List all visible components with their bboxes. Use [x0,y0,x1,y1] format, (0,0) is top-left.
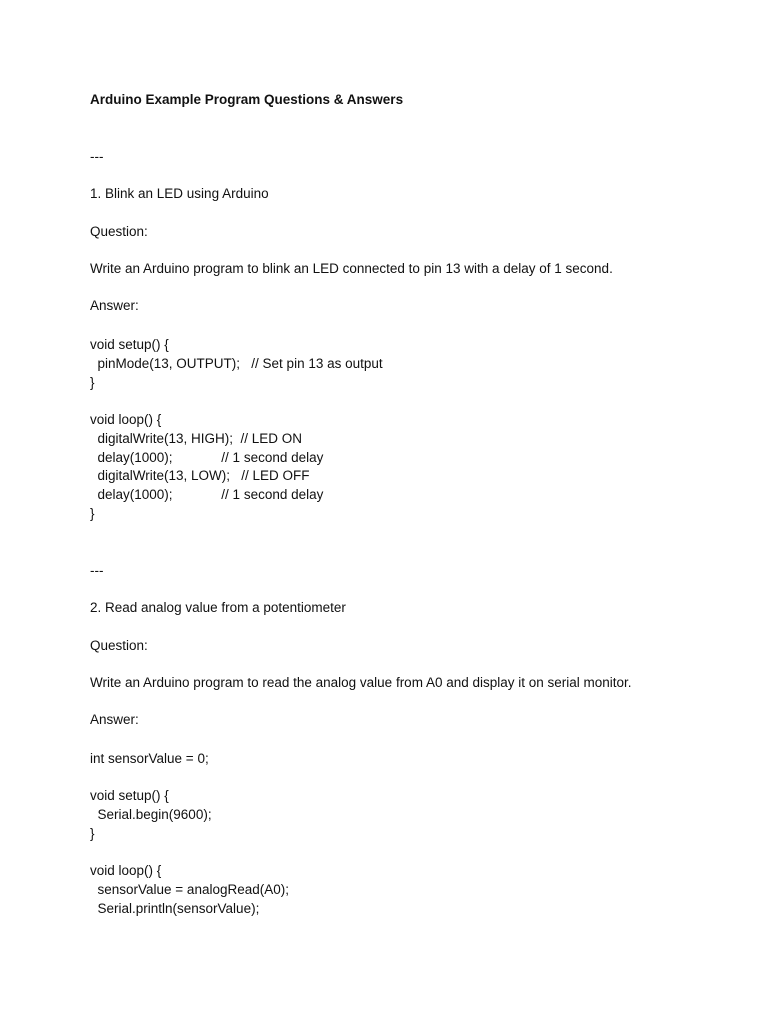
question-text: Write an Arduino program to blink an LED connected to pin 13 with a delay of 1 second. [90,261,613,276]
question-label: Question: [90,638,148,653]
code-line: delay(1000); // 1 second delay [90,487,324,502]
document-title: Arduino Example Program Questions & Answers [90,92,404,107]
code-line: } [90,826,95,841]
code-line: void loop() { [90,863,162,878]
code-line: digitalWrite(13, HIGH); // LED ON [90,431,303,446]
code-line: digitalWrite(13, LOW); // LED OFF [90,468,310,483]
code-line: delay(1000); // 1 second delay [90,450,324,465]
code-line: } [90,506,95,521]
answer-label: Answer: [90,298,139,313]
section-heading: 2. Read analog value from a potentiometer [90,600,346,615]
code-line: Serial.println(sensorValue); [90,901,260,916]
code-line: void loop() { [90,412,162,427]
separator: --- [90,563,104,578]
code-line: Serial.begin(9600); [90,807,212,822]
code-line: pinMode(13, OUTPUT); // Set pin 13 as output [90,356,383,371]
question-text: Write an Arduino program to read the analog value from A0 and display it on serial monitor. [90,675,632,690]
question-label: Question: [90,224,148,239]
section-heading: 1. Blink an LED using Arduino [90,186,269,201]
code-line: void setup() { [90,788,169,803]
code-line: void setup() { [90,337,169,352]
code-line: sensorValue = analogRead(A0); [90,882,289,897]
code-line: int sensorValue = 0; [90,751,209,766]
code-line: } [90,375,95,390]
answer-label: Answer: [90,712,139,727]
separator: --- [90,149,104,164]
